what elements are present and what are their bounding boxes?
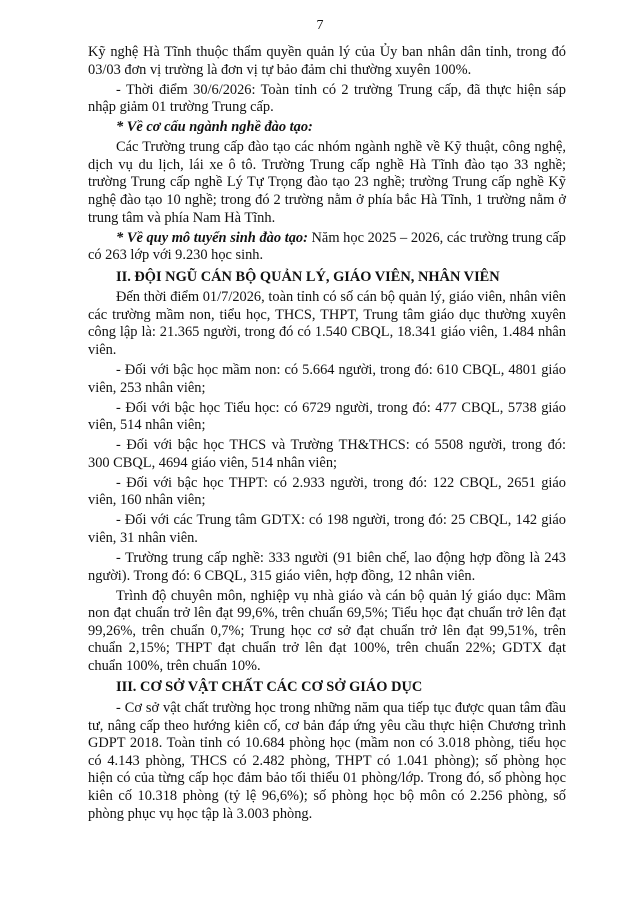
section-heading-staff: II. ĐỘI NGŨ CÁN BỘ QUẢN LÝ, GIÁO VIÊN, NHÂN VIÊN <box>116 268 500 285</box>
paragraph: Các Trường trung cấp đào tạo các nhóm ngành nghề về Kỹ thuật, công nghệ, dịch vụ du lịch, lái xe ô tô. Trường Trung cấp nghề Hà Tĩnh đào tạo 33 nghề; trường Trung cấp nghề Lý Tự Trọng đào tạo 23 nghề; trường Trung cấp nghề Kỹ nghệ đào tạo 10 nghề; trong đó 2 trường nằm ở phía bắc Hà Tĩnh, 1 trường nằm ở trung tâm và phía Nam Hà Tĩnh. <box>88 139 566 226</box>
paragraph: - Đối với bậc học THPT: có 2.933 người, trong đó: 122 CBQL, 2651 giáo viên, 160 nhân viên; <box>88 474 566 509</box>
paragraph: - Đối với bậc học Tiểu học: có 6729 người, trong đó: 477 CBQL, 5738 giáo viên, 514 nhân viên; <box>88 399 566 434</box>
paragraph-enrollment <box>88 230 566 265</box>
enrollment-text: Năm học 2025 – 2026, các trường trung cấp có 263 lớp với 9.230 học sinh. <box>88 229 566 264</box>
page-body <box>88 44 566 826</box>
subheading-enrollment: * Về quy mô tuyển sinh đào tạo: <box>116 229 308 246</box>
paragraph: Trình độ chuyên môn, nghiệp vụ nhà giáo và cán bộ quản lý giáo dục: Mầm non đạt chuẩn trở lên đạt 99,6%, trên chuẩn 69,5%; Tiểu học đạt chuẩn trở lên đạt 99,26%, trên chuẩn 0,7%; Trung học cơ sở đạt chuẩn trở lên đạt 99,51%, trên chuẩn 2,15%; THPT đạt chuẩn trở lên đạt 100%, trên chuẩn 22%; GDTX đạt chuẩn 100%, trên chuẩn 10%. <box>88 587 566 674</box>
paragraph: - Cơ sở vật chất trường học trong những năm qua tiếp tục được quan tâm đầu tư, nâng cấp theo hướng kiên cố, cơ bản đáp ứng yêu cầu thực hiện Chương trình GDPT 2018. Toàn tỉnh có 10.684 phòng học (mầm non có 3.018 phòng, tiểu học có 4.143 phòng, THCS có 2.482 phòng, THPT có 1.041 phòng); số phòng học hiện có của từng cấp học đảm bảo tối thiểu 01 phòng/lớp. Trong đó, số phòng học kiên cố 10.318 phòng (tỷ lệ 96,6%); số phòng học bộ môn có 2.256 phòng, số phòng phục vụ học tập là 3.003 phòng. <box>88 700 566 822</box>
paragraph: - Đối với bậc học THCS và Trường TH&THCS: có 5508 người, trong đó: 300 CBQL, 4694 giáo viên, 514 nhân viên; <box>88 437 566 471</box>
page-number: 7 <box>316 18 324 33</box>
subheading-training-structure: * Về cơ cấu ngành nghề đào tạo: <box>116 119 313 136</box>
paragraph: - Thời điểm 30/6/2026: Toàn tỉnh có 2 trường Trung cấp, đã thực hiện sáp nhập giảm 01 trường Trung cấp. <box>88 81 566 116</box>
paragraph: - Đối với các Trung tâm GDTX: có 198 người, trong đó: 25 CBQL, 142 giáo viên, 31 nhân viên. <box>88 512 566 546</box>
paragraph: - Đối với bậc học mầm non: có 5.664 người, trong đó: 610 CBQL, 4801 giáo viên, 253 nhân viên; <box>88 362 566 396</box>
paragraph: Đến thời điểm 01/7/2026, toàn tỉnh có số cán bộ quản lý, giáo viên, nhân viên các trường mầm non, tiểu học, THCS, THPT, Trung tâm giáo dục thường xuyên công lập là: 21.365 người, trong đó có 1.540 CBQL, 18.341 giáo viên, 1.484 nhân viên. <box>88 289 566 359</box>
paragraph: Kỹ nghệ Hà Tĩnh thuộc thẩm quyền quản lý của Ủy ban nhân dân tỉnh, trong đó 03/03 đơn vị trường là đơn vị tự bảo đảm chi thường xuyên 100%. <box>88 44 566 78</box>
section-heading-facilities: III. CƠ SỞ VẬT CHẤT CÁC CƠ SỞ GIÁO DỤC <box>116 679 423 696</box>
paragraph: - Trường trung cấp nghề: 333 người (91 biên chế, lao động hợp đồng là 243 người). Trong đó: 6 CBQL, 315 giáo viên, hợp đồng, 12 nhân viên. <box>88 549 566 584</box>
